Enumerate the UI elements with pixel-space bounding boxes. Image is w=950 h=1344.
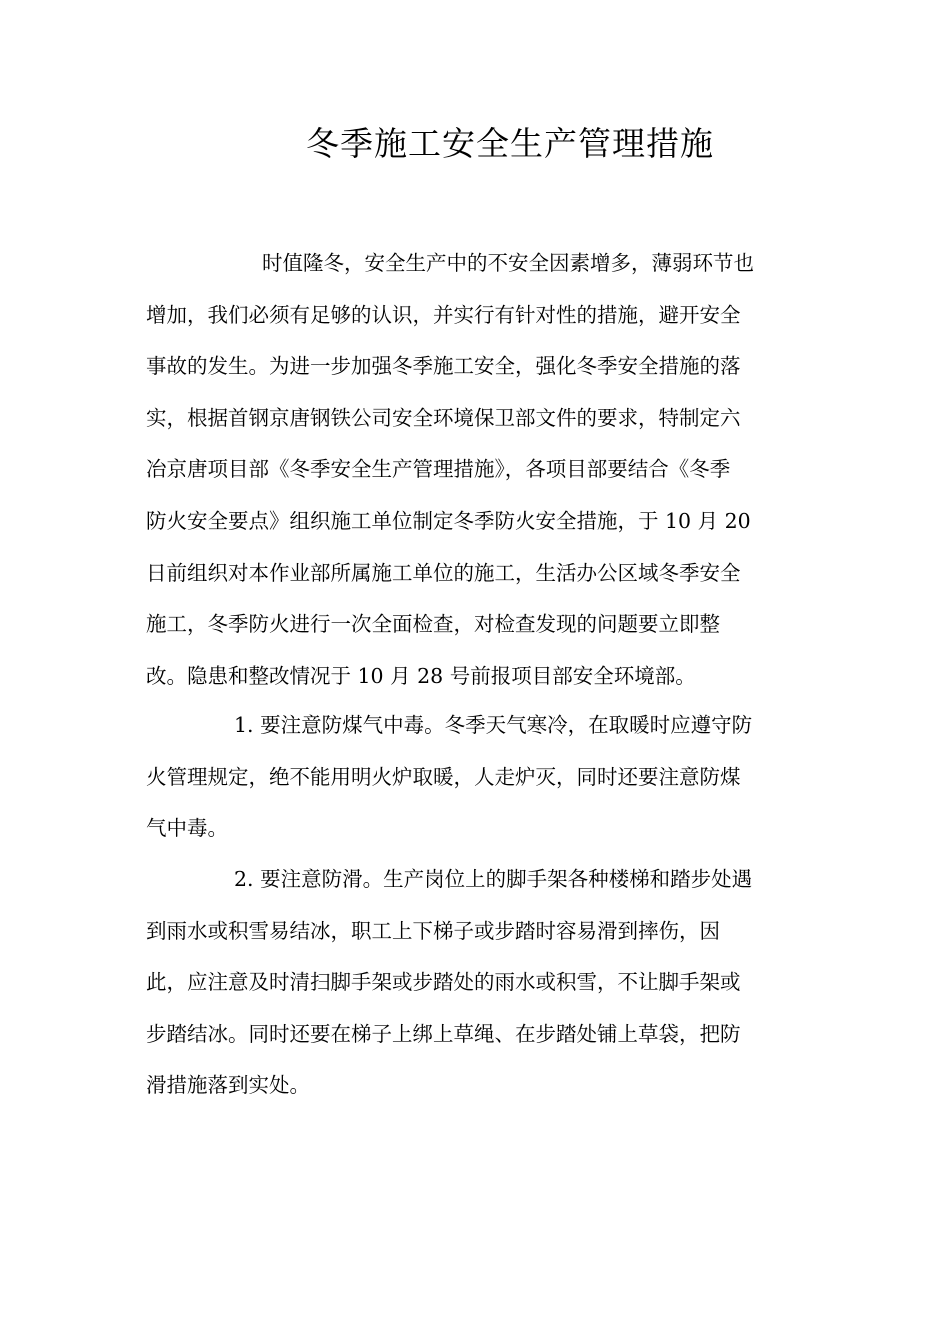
intro-paragraph [146,238,798,702]
paragraph-line: 1. 要注意防煤气中毒。冬季天气寒冷，在取暖时应遵守防 [234,713,753,737]
paragraph-line: 步踏结冰。同时还要在梯子上绑上草绳、在步踏处铺上草袋，把防 [146,1021,741,1046]
item-2-paragraph [146,854,798,1112]
paragraph-line: 火管理规定，绝不能用明火炉取暖，人走炉灭，同时还要注意防煤 [146,764,741,789]
item-1-paragraph [146,700,798,855]
paragraph-line: 施工，冬季防火进行一次全面检查，对检查发现的问题要立即整 [146,612,720,637]
paragraph-line: 增加，我们必须有足够的认识，并实行有针对性的措施，避开安全 [146,302,741,327]
paragraph-line: 滑措施落到实处。 [146,1073,310,1098]
paragraph-line: 事故的发生。为进一步加强冬季施工安全，强化冬季安全措施的落 [146,354,741,379]
document-title: 冬季施工安全生产管理措施 [306,124,714,163]
paragraph-line: 改。隐患和整改情况于 10 月 28 号前报项目部安全环境部。 [146,663,696,688]
paragraph-line: 实，根据首钢京唐钢铁公司安全环境保卫部文件的要求，特制定六 [146,405,741,430]
paragraph-line: 到雨水或积雪易结冰，职工上下梯子或步踏时容易滑到摔伤，因 [146,918,720,943]
paragraph-line: 冶京唐项目部《冬季安全生产管理措施》，各项目部要结合《冬季 [146,457,731,482]
paragraph-line: 防火安全要点》组织施工单位制定冬季防火安全措施，于 10 月 20 [146,508,751,533]
paragraph-line: 日前组织对本作业部所属施工单位的施工，生活办公区域冬季安全 [146,560,741,585]
paragraph-line: 气中毒。 [146,816,228,841]
paragraph-line: 此，应注意及时清扫脚手架或步踏处的雨水或积雪，不让脚手架或 [146,970,741,995]
paragraph-line: 时值隆冬，安全生产中的不安全因素增多，薄弱环节也 [262,251,754,275]
paragraph-line: 2. 要注意防滑。生产岗位上的脚手架各种楼梯和踏步处遇 [234,867,753,891]
